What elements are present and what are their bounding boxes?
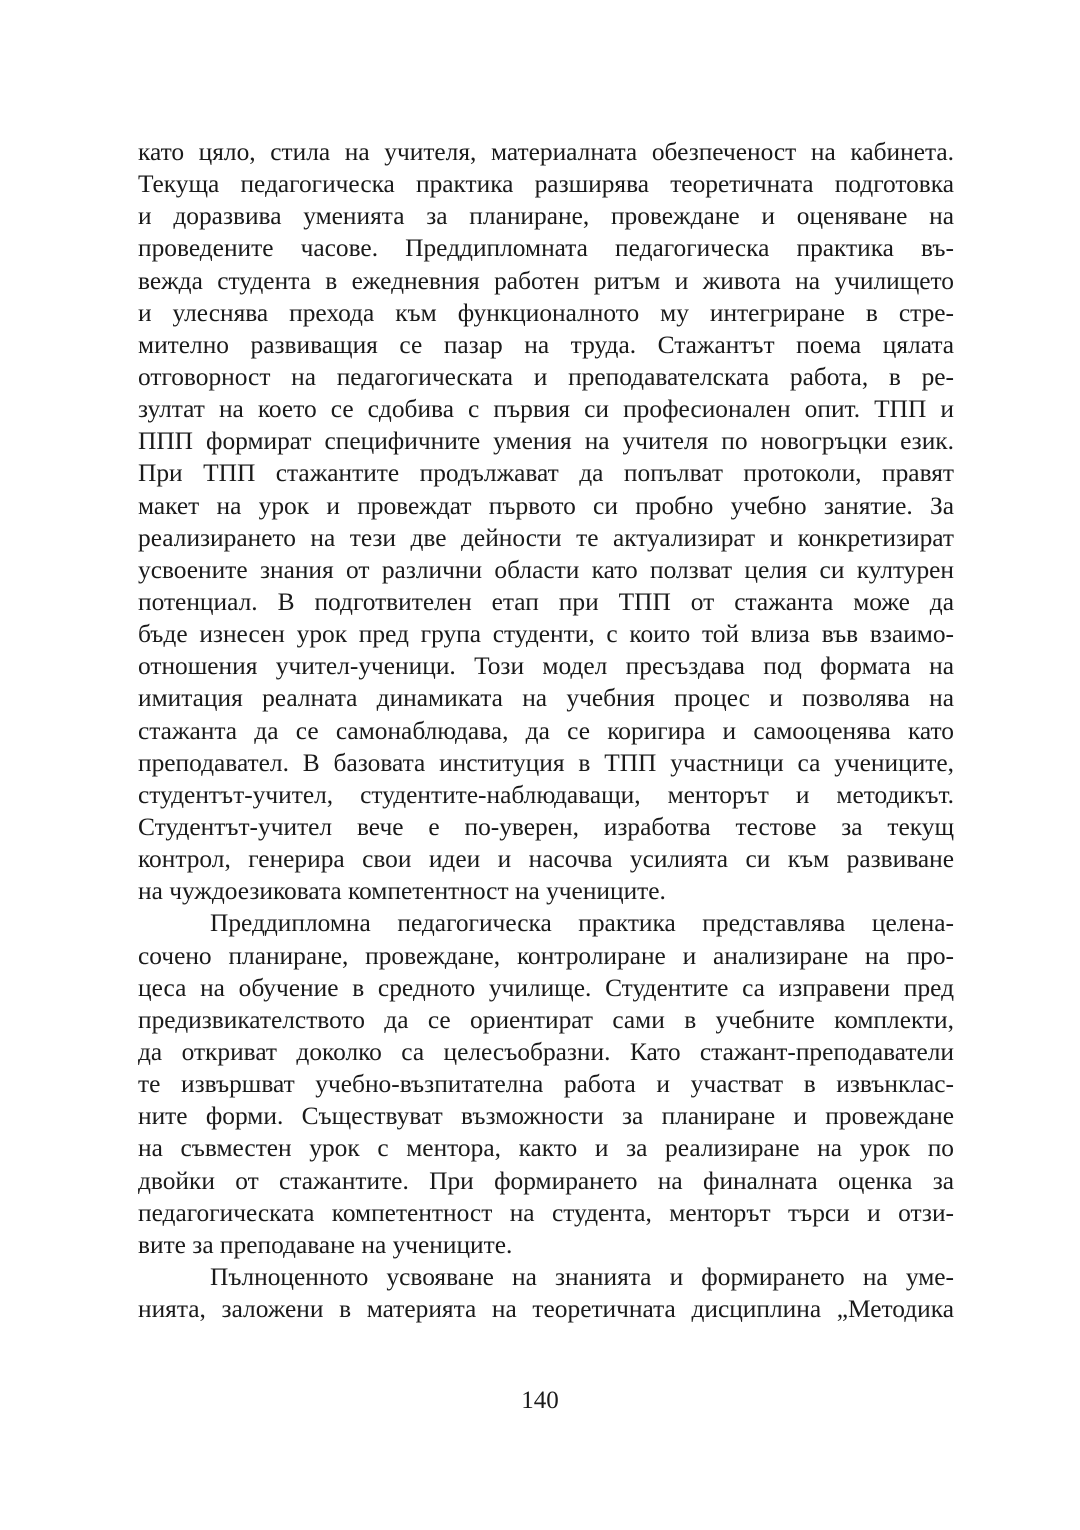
text-line: сочено планиране, провеждане, контролиране и анализиране на про- (138, 941, 954, 970)
body-text (138, 136, 954, 1325)
text-line: цеса на обучение в средното училище. Студентите са изправени пред (138, 973, 954, 1002)
text-line: студентът-учител, студентите-наблюдаващи, менторът и методикът. (138, 780, 954, 809)
text-line: те извършват учебно-възпитателна работа и участват в извънклас- (138, 1070, 954, 1099)
text-line: двойки от стажантите. При формирането на финалната оценка за (138, 1166, 954, 1195)
text-line: вите за преподаване на учениците. (138, 1230, 513, 1259)
page-body (138, 136, 954, 1325)
text-line: реализирането на тези две дейности те актуализират и конкретизират (138, 523, 954, 552)
text-line: отговорност на педагогическата и преподавателската работа, в ре- (138, 362, 954, 391)
text-line: стажанта да се самонаблюдава, да се коригира и самооценява като (138, 716, 954, 745)
text-line: нията, заложени в материята на теоретичната дисциплина „Методика (138, 1295, 954, 1324)
text-line: зултат на което се сдобива с първия си професионален опит. ТПП и (138, 395, 954, 424)
text-line: макет на урок и провеждат първото си пробно учебно занятие. За (138, 491, 954, 520)
text-line: като цяло, стила на учителя, материалната обезпеченост на кабинета. (138, 138, 954, 166)
text-line: на съвместен урок с ментора, както и за реализиране на урок по (138, 1134, 954, 1163)
text-line: педагогическата компетентност на студента, менторът търси и отзи- (138, 1198, 954, 1227)
text-line: и улеснява прехода към функционалното му интегриране в стре- (138, 298, 954, 327)
text-line: да откриват доколко са целесъобразни. Като стажант-преподаватели (138, 1037, 954, 1066)
text-line: проведените часове. Преддипломната педагогическа практика въ- (138, 234, 954, 263)
text-line: мително развиващия се пазар на труда. Стажантът поема цялата (138, 330, 954, 359)
text-line: Студентът-учител вече е по-уверен, изработва тестове за текущ (138, 812, 954, 841)
text-line: ните форми. Съществуват възможности за планиране и провеждане (138, 1102, 954, 1131)
text-line: на чуждоезиковата компетентност на учениците. (138, 877, 666, 906)
text-line: и доразвива уменията за планиране, провеждане и оценяване на (138, 202, 954, 231)
text-line: контрол, генерира свои идеи и насочва усилията си към развиване (138, 845, 954, 874)
text-line: Пълноценното усвояване на знанията и формирането на уме- (210, 1262, 954, 1291)
text-line: преподавател. В базовата институция в ТПП участници са учениците, (138, 748, 954, 777)
text-line: потенциал. В подготвителен етап при ТПП от стажанта може да (138, 587, 954, 616)
text-line: бъде изнесен урок пред група студенти, с които той влиза във взаимо- (138, 620, 954, 649)
text-line: предизвикателството да се ориентират сами в учебните комплекти, (138, 1005, 954, 1034)
text-line: отношения учител-ученици. Този модел пресъздава под формата на (138, 652, 954, 681)
text-line: усвоените знания от различни области като ползват целия си културен (138, 555, 954, 584)
text-line: При ТПП стажантите продължават да попълват протоколи, правят (138, 459, 954, 488)
page-number: 140 (521, 1387, 559, 1414)
text-line: Текуща педагогическа практика разширява теоретичната подготовка (138, 170, 954, 199)
text-line: ППП формират специфичните умения на учителя по новогръцки език. (138, 427, 954, 456)
text-line: имитация реалната динамиката на учебния процес и позволява на (138, 684, 954, 713)
text-line: вежда студента в ежедневния работен ритъм и живота на училището (138, 266, 954, 295)
text-line: Преддипломна педагогическа практика представлява целена- (210, 909, 954, 938)
